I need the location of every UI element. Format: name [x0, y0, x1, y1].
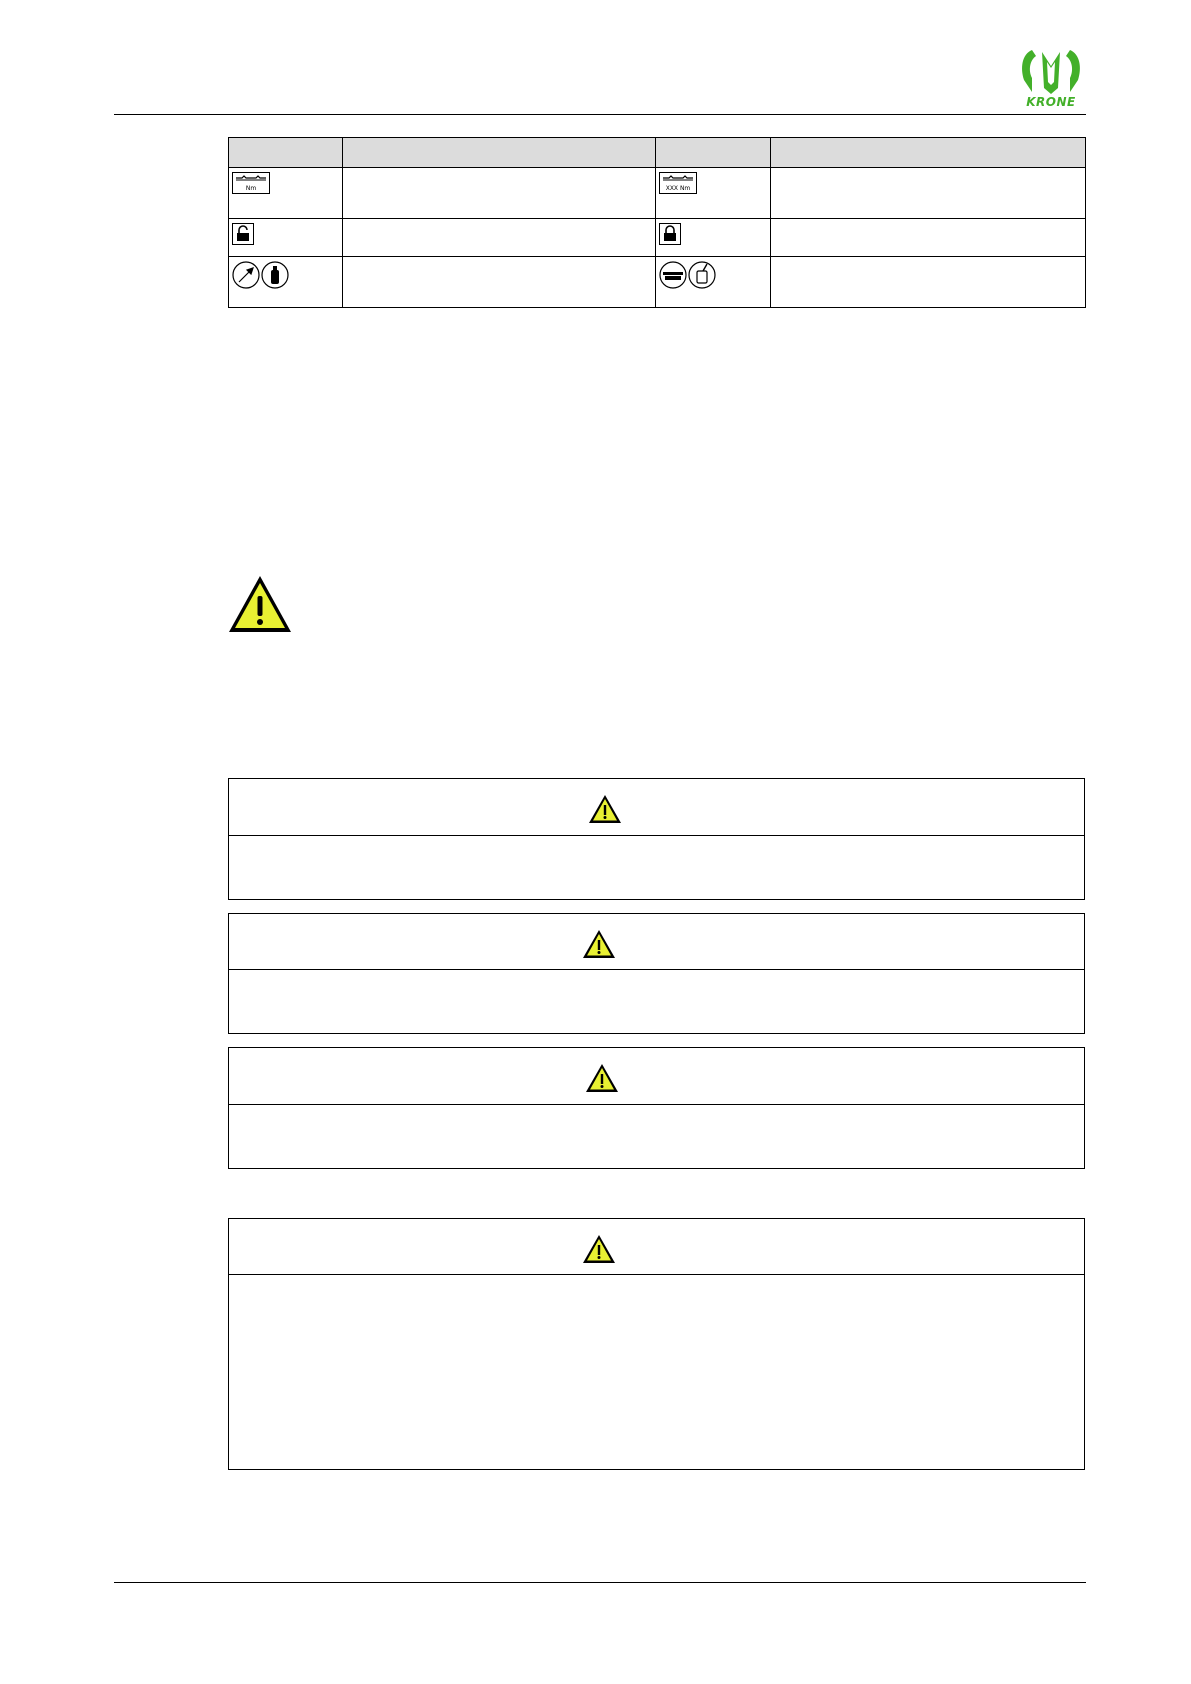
symbol-table: [228, 137, 1086, 308]
table-cell: [771, 168, 1085, 180]
closed-padlock-icon: [659, 223, 681, 245]
table-header-cell: [343, 138, 656, 168]
brand-wordmark: KRONE: [1026, 95, 1076, 109]
table-header-cell: [229, 138, 343, 168]
warning-triangle-icon: [588, 794, 622, 824]
table-cell: [343, 257, 655, 269]
notice-text: [229, 970, 1084, 986]
warning-triangle-icon: [585, 1063, 619, 1093]
notice-text: [229, 1105, 1084, 1121]
table-cell: [343, 168, 655, 180]
header-rule: [114, 114, 1086, 115]
table-row: [229, 219, 1086, 257]
wrench-torque-icon: [232, 172, 270, 194]
warning-triangle-icon: [582, 929, 616, 959]
wrench-torque-value-icon: [659, 172, 697, 194]
grinder-and-paint-can-icon: [659, 261, 719, 291]
svg-text:XXX Nm: XXX Nm: [666, 185, 691, 192]
table-cell: [343, 219, 655, 231]
safety-notice: [228, 913, 1085, 1034]
notice-text: [229, 1275, 1084, 1291]
table-cell: [771, 219, 1085, 231]
table-row: [229, 257, 1086, 308]
grease-and-oil-can-icon: [232, 261, 292, 291]
safety-notice: [228, 1047, 1085, 1169]
table-header-cell: [656, 138, 770, 168]
notice-text: [229, 836, 1084, 852]
table-row: [229, 168, 1086, 219]
footer-rule: [114, 1582, 1086, 1583]
warning-triangle-icon: [227, 574, 293, 634]
warning-triangle-icon: [582, 1234, 616, 1264]
table-header-cell: [770, 138, 1085, 168]
safety-notice: [228, 1218, 1085, 1470]
table-cell: [771, 257, 1085, 269]
open-padlock-icon: [232, 223, 254, 245]
safety-notice: [228, 778, 1085, 900]
svg-text:Nm: Nm: [245, 185, 257, 192]
